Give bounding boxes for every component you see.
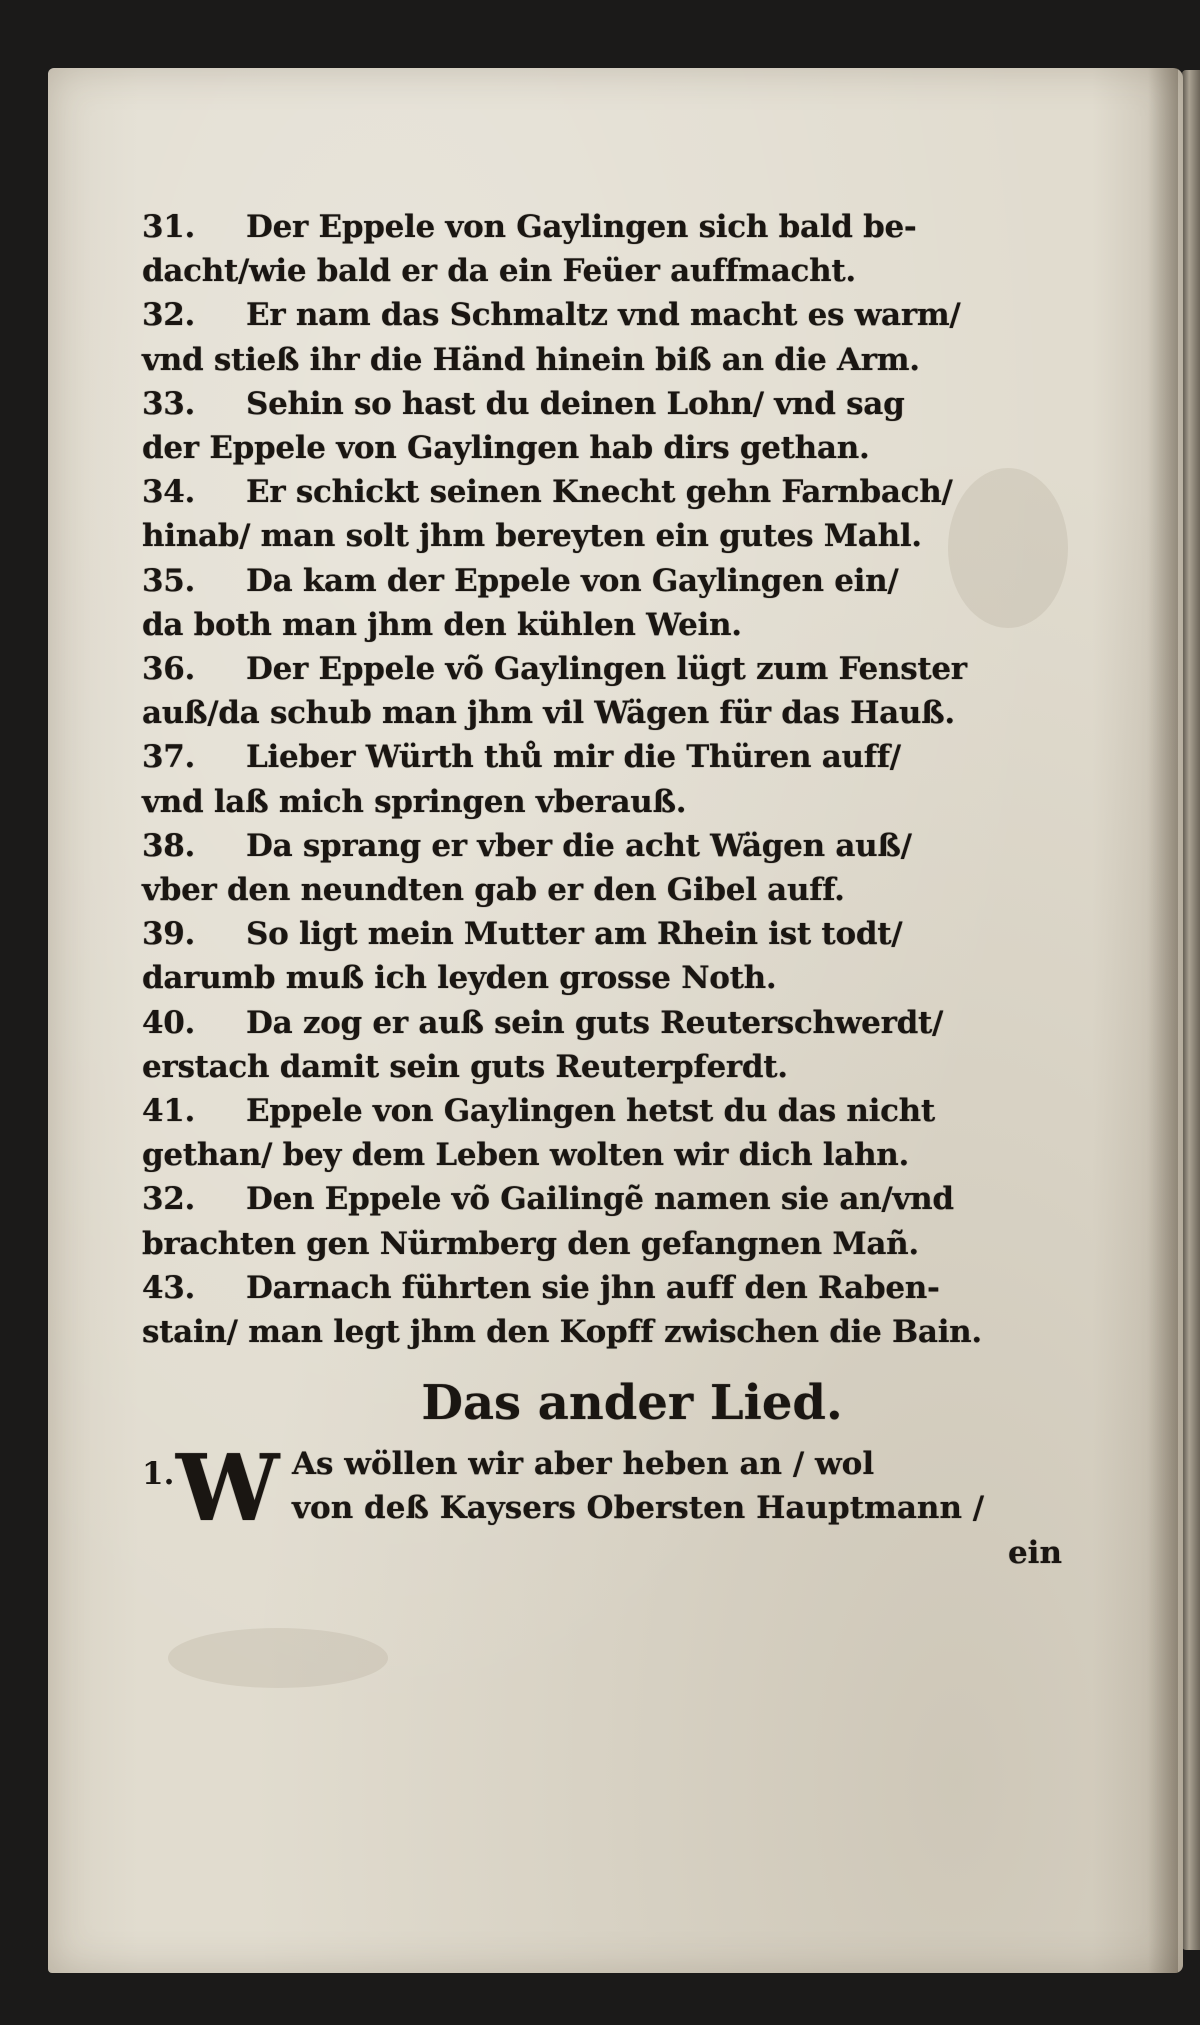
verse-text: Der Eppele võ Gaylingen lügt zum Fenster — [246, 651, 967, 688]
song-verse-number: 1. — [142, 1456, 175, 1493]
section-heading: Das ander Lied. — [421, 1375, 843, 1432]
verse-text: auß/da schub man jhm vil Wägen für das Hauß. — [142, 695, 955, 732]
song-opening — [142, 1434, 1062, 1543]
verse-line — [142, 249, 1062, 293]
verse-text: erstach damit sein guts Reuterpferdt. — [142, 1048, 788, 1085]
verse-number: 35. — [142, 562, 196, 599]
verse-text: da both man jhm den kühlen Wein. — [142, 606, 742, 643]
verse-text: stain/ man legt jhm den Kopff zwischen die Bain. — [142, 1314, 982, 1351]
verse-line — [142, 205, 1062, 249]
verse-text: Darnach führten sie jhn auff den Raben- — [246, 1269, 940, 1306]
verse-text: Da sprang er vber die acht Wägen auß/ — [246, 827, 912, 864]
verse-text: So ligt mein Mutter am Rhein ist todt/ — [246, 916, 903, 953]
verse-line — [142, 824, 1062, 868]
verse-text: Eppele von Gaylingen hetst du das nicht — [246, 1093, 935, 1130]
verse-number: 33. — [142, 385, 196, 422]
drop-capital: W — [176, 1434, 280, 1543]
verse-text: Er nam das Schmaltz vnd macht es warm/ — [246, 297, 961, 334]
verse-number: 41. — [142, 1093, 196, 1130]
verse-text: vnd laß mich springen vberauß. — [142, 783, 687, 820]
verse-number: 37. — [142, 739, 196, 776]
verse-line — [142, 470, 1062, 514]
verse-text: der Eppele von Gaylingen hab dirs gethan. — [142, 430, 870, 467]
verse-line — [142, 1310, 1062, 1354]
verse-number: 32. — [142, 297, 196, 334]
verse-line — [142, 735, 1062, 779]
verse-line — [142, 1177, 1062, 1221]
verse-line — [142, 691, 1062, 735]
verse-line — [142, 559, 1062, 603]
verse-line — [142, 647, 1062, 691]
verse-number: 34. — [142, 474, 196, 511]
verse-line — [142, 956, 1062, 1000]
catchword: ein — [1007, 1534, 1062, 1571]
verse-text: Da kam der Eppele von Gaylingen ein/ — [246, 562, 899, 599]
paper-stain — [168, 1628, 388, 1688]
verse-number: 32. — [142, 1181, 196, 1218]
verse-line — [142, 382, 1062, 426]
verse-line — [142, 912, 1062, 956]
verse-text: Der Eppele von Gaylingen sich bald be- — [246, 209, 917, 245]
song-line: As wöllen wir aber heben an / wol — [292, 1446, 875, 1483]
verse-number: 43. — [142, 1269, 196, 1306]
verse-text: Den Eppele võ Gailingẽ namen sie an/vnd — [246, 1181, 954, 1218]
verse-line — [142, 1266, 1062, 1310]
next-page-edge — [1182, 70, 1200, 1950]
verse-line — [142, 868, 1062, 912]
verse-number: 40. — [142, 1004, 196, 1041]
verse-line — [142, 293, 1062, 337]
verse-line — [142, 1133, 1062, 1177]
verse-number: 38. — [142, 827, 196, 864]
verse-text: Er schickt seinen Knecht gehn Farnbach/ — [246, 474, 953, 511]
verse-number: 39. — [142, 916, 196, 953]
verse-line — [142, 780, 1062, 824]
verse-number: 36. — [142, 651, 196, 688]
verse-list — [142, 205, 1062, 1354]
verse-text: gethan/ bey dem Leben wolten wir dich lahn. — [142, 1137, 910, 1174]
verse-number: 31. — [142, 209, 196, 245]
page-text — [142, 205, 1062, 1575]
verse-line — [142, 426, 1062, 470]
verse-text: vber den neundten gab er den Gibel auff. — [142, 872, 845, 909]
verse-line — [142, 603, 1062, 647]
verse-text: vnd stieß ihr die Händ hinein biß an die Arm. — [142, 341, 920, 378]
verse-text: hinab/ man solt jhm bereyten ein gutes Mahl. — [142, 518, 922, 555]
verse-line — [142, 1222, 1062, 1266]
verse-text: darumb muß ich leyden grosse Noth. — [142, 960, 777, 997]
verse-text: Sehin so hast du deinen Lohn/ vnd sag — [246, 385, 905, 422]
verse-line — [142, 1089, 1062, 1133]
verse-line — [142, 1045, 1062, 1089]
verse-text: brachten gen Nürmberg den gefangnen Mañ. — [142, 1225, 919, 1262]
verse-text: dacht/wie bald er da ein Feüer auffmacht. — [142, 253, 856, 290]
verse-line — [142, 514, 1062, 558]
verse-text: Da zog er auß sein guts Reuterschwerdt/ — [246, 1004, 944, 1041]
song-line: von deß Kaysers Obersten Hauptmann / — [292, 1490, 985, 1527]
verse-text: Lieber Würth thů mir die Thüren auff/ — [246, 739, 901, 776]
verse-line — [142, 338, 1062, 382]
verse-line — [142, 1001, 1062, 1045]
